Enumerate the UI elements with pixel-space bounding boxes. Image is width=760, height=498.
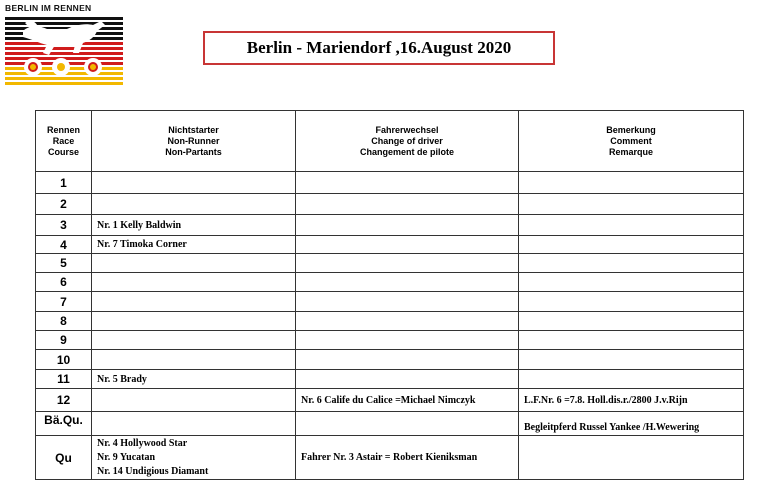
- race-number: 5: [36, 254, 92, 273]
- driver-change-cell: [296, 215, 519, 236]
- comment-cell: [519, 273, 744, 292]
- table-row: [36, 236, 744, 254]
- table-row: [36, 370, 744, 389]
- race-number: 11: [36, 370, 92, 389]
- non-starter-cell: [92, 436, 296, 480]
- driver-change-cell: [296, 350, 519, 370]
- table-row: [36, 312, 744, 331]
- comment-cell: [519, 215, 744, 236]
- table-row: [36, 172, 744, 194]
- race-number: 1: [36, 172, 92, 194]
- table-row: [36, 412, 744, 436]
- race-number: Qu: [36, 436, 92, 480]
- comment-cell: Begleitpferd Russel Yankee /H.Wewering: [519, 412, 744, 436]
- berlin-im-rennen-logo: [5, 3, 123, 87]
- driver-change-cell: [296, 331, 519, 350]
- driver-change-cell: [296, 273, 519, 292]
- comment-cell: [519, 312, 744, 331]
- comment-cell: L.F.Nr. 6 =7.8. Holl.dis.r./2800 J.v.Rijn: [519, 389, 744, 412]
- non-starter-cell: Nr. 1 Kelly Baldwin: [92, 215, 296, 236]
- non-starter-cell: [92, 350, 296, 370]
- header-non-starter: Nichtstarter Non-Runner Non-Partants: [92, 111, 296, 172]
- comment-cell: [519, 254, 744, 273]
- non-starter-cell: [92, 292, 296, 312]
- header-driver-change: Fahrerwechsel Change of driver Changement de pilote: [296, 111, 519, 172]
- non-starter-cell: [92, 194, 296, 215]
- driver-change-cell: [296, 194, 519, 215]
- comment-cell: [519, 172, 744, 194]
- table-header-row: [36, 111, 744, 172]
- table-row: [36, 389, 744, 412]
- table-row: [36, 350, 744, 370]
- non-starter-entry: Nr. 14 Undigious Diamant: [97, 465, 209, 477]
- race-number: 2: [36, 194, 92, 215]
- driver-change-cell: [296, 236, 519, 254]
- race-number: 6: [36, 273, 92, 292]
- non-starter-cell: [92, 331, 296, 350]
- driver-change-cell: Fahrer Nr. 3 Astair = Robert Kieniksman: [296, 436, 519, 480]
- race-number: 12: [36, 389, 92, 412]
- non-starter-cell: Nr. 7 Timoka Corner: [92, 236, 296, 254]
- comment-cell: [519, 370, 744, 389]
- table-row: [36, 194, 744, 215]
- table-row: [36, 254, 744, 273]
- race-number: Bä.Qu.: [36, 412, 92, 436]
- trotting-horse-flag-icon: [5, 17, 123, 85]
- driver-change-cell: [296, 370, 519, 389]
- driver-change-cell: [296, 312, 519, 331]
- non-starter-cell: Nr. 5 Brady: [92, 370, 296, 389]
- table-row: [36, 331, 744, 350]
- title-box: [203, 31, 555, 65]
- non-starter-entry: Nr. 9 Yucatan: [97, 451, 156, 463]
- table-row: [36, 273, 744, 292]
- race-number: 8: [36, 312, 92, 331]
- table-row: [36, 292, 744, 312]
- driver-change-cell: [296, 172, 519, 194]
- header-comment: Bemerkung Comment Remarque: [519, 111, 744, 172]
- driver-change-cell: [296, 412, 519, 436]
- race-number: 7: [36, 292, 92, 312]
- driver-change-cell: [296, 254, 519, 273]
- non-starter-cell: [92, 172, 296, 194]
- header-race: Rennen Race Course: [36, 111, 92, 172]
- non-starter-cell: [92, 312, 296, 331]
- race-number: 4: [36, 236, 92, 254]
- comment-cell: [519, 292, 744, 312]
- table-row: [36, 436, 744, 480]
- non-starter-cell: [92, 273, 296, 292]
- non-starter-cell: [92, 389, 296, 412]
- comment-cell: [519, 194, 744, 215]
- comment-cell: [519, 350, 744, 370]
- non-starter-cell: [92, 254, 296, 273]
- comment-cell: [519, 236, 744, 254]
- driver-change-cell: Nr. 6 Calife du Calice =Michael Nimczyk: [296, 389, 519, 412]
- driver-change-cell: [296, 292, 519, 312]
- race-number: 3: [36, 215, 92, 236]
- comment-cell: [519, 436, 744, 480]
- race-number: 9: [36, 331, 92, 350]
- comment-cell: [519, 331, 744, 350]
- race-number: 10: [36, 350, 92, 370]
- non-starter-cell: [92, 412, 296, 436]
- race-changes-table: [35, 110, 744, 480]
- table-row: [36, 215, 744, 236]
- non-starter-entry: Nr. 4 Hollywood Star: [97, 437, 188, 449]
- logo-text: BERLIN IM RENNEN: [5, 3, 92, 13]
- page-title: Berlin - Mariendorf ,16.August 2020: [246, 38, 512, 57]
